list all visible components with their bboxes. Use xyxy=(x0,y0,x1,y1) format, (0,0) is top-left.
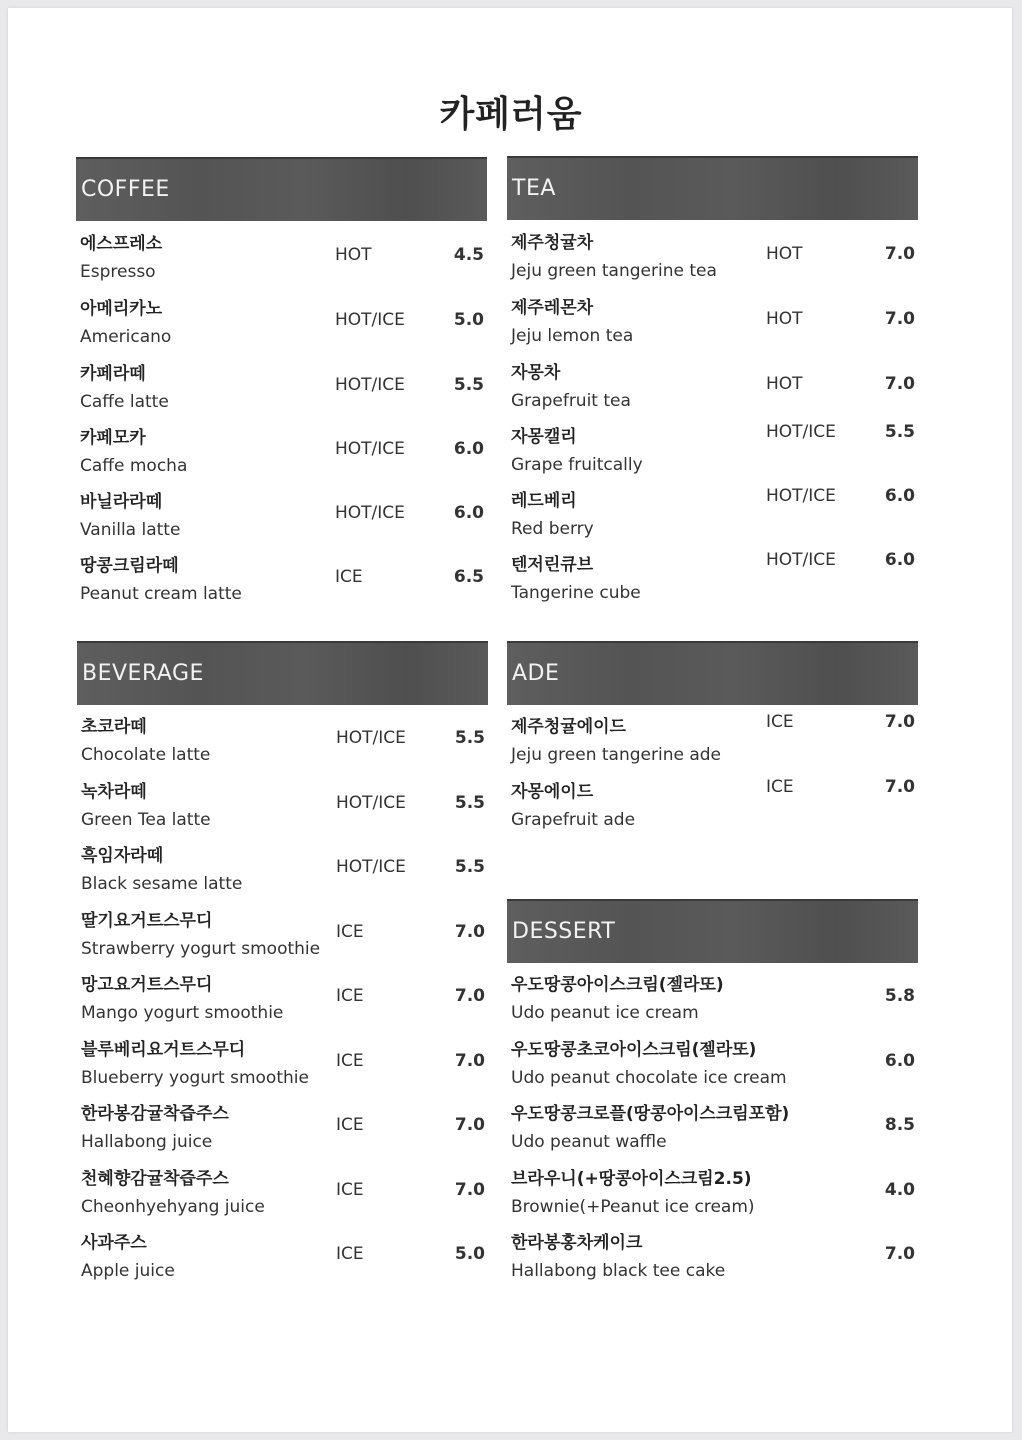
item-name-ko: 텐저린큐브 xyxy=(511,555,594,575)
item-name-en: Hallabong juice xyxy=(81,1132,213,1152)
item-name-ko: 아메리카노 xyxy=(80,299,163,319)
item-price: 7.0 xyxy=(454,922,485,942)
section-header xyxy=(507,156,918,220)
item-temp: HOT/ICE xyxy=(335,503,405,523)
menu-item xyxy=(77,777,489,841)
item-price: 4.0 xyxy=(884,1180,915,1200)
item-temp: ICE xyxy=(336,986,364,1006)
menu-item xyxy=(77,841,489,905)
section-header xyxy=(76,157,487,221)
cafe-title: 카페러움 xyxy=(439,94,583,135)
menu-item xyxy=(76,359,488,423)
menu-item xyxy=(77,970,489,1034)
item-temp: ICE xyxy=(336,1244,364,1264)
item-name-en: Jeju green tangerine tea xyxy=(511,261,717,281)
menu-item xyxy=(507,1228,919,1292)
item-name-en: Jeju green tangerine ade xyxy=(511,745,722,765)
item-name-ko: 망고요거트스무디 xyxy=(81,975,213,995)
item-price: 5.8 xyxy=(884,986,915,1006)
item-price: 7.0 xyxy=(454,1180,485,1200)
item-name-ko: 천혜향감귤착즙주스 xyxy=(81,1169,229,1189)
item-name-en: Caffe mocha xyxy=(80,456,188,476)
menu-item xyxy=(507,293,919,357)
menu-item xyxy=(507,422,919,486)
item-name-en: Caffe latte xyxy=(80,392,169,412)
item-name-en: Grapefruit tea xyxy=(511,391,631,411)
section-header xyxy=(507,641,918,705)
menu-item xyxy=(507,550,919,614)
item-price: 5.0 xyxy=(453,310,484,330)
item-name-en: Black sesame latte xyxy=(81,874,243,894)
menu-item xyxy=(507,1164,919,1228)
menu-item xyxy=(76,487,488,551)
item-name-ko: 녹차라떼 xyxy=(81,782,147,802)
section-title: ADE xyxy=(512,661,560,686)
menu-item xyxy=(76,294,488,358)
section-title: DESSERT xyxy=(512,919,616,944)
menu-item xyxy=(77,1164,489,1228)
item-name-en: Grape fruitcally xyxy=(511,455,643,475)
item-name-ko: 카페라떼 xyxy=(80,364,146,384)
item-temp: HOT xyxy=(766,374,803,394)
item-name-ko: 우도땅콩아이스크림(젤라또) xyxy=(511,975,724,995)
item-price: 7.0 xyxy=(454,986,485,1006)
section-title: BEVERAGE xyxy=(82,661,204,686)
item-name-en: Vanilla latte xyxy=(80,520,181,540)
item-price: 6.0 xyxy=(884,486,915,506)
item-price: 7.0 xyxy=(884,777,915,797)
item-name-en: Udo peanut chocolate ice cream xyxy=(511,1068,787,1088)
item-temp: ICE xyxy=(336,1180,364,1200)
item-price: 5.5 xyxy=(454,793,485,813)
item-temp: HOT/ICE xyxy=(336,728,406,748)
item-temp: ICE xyxy=(766,712,794,732)
item-name-ko: 제주레몬차 xyxy=(511,298,594,318)
item-name-ko: 블루베리요거트스무디 xyxy=(81,1040,246,1060)
menu-item xyxy=(76,229,488,293)
item-temp: HOT xyxy=(335,245,372,265)
item-name-en: Espresso xyxy=(80,262,156,282)
item-price: 6.0 xyxy=(884,550,915,570)
item-price: 5.5 xyxy=(453,375,484,395)
item-name-ko: 딸기요거트스무디 xyxy=(81,911,213,931)
item-temp: ICE xyxy=(766,777,794,797)
item-name-ko: 제주청귤에이드 xyxy=(511,717,626,737)
section-title: TEA xyxy=(512,176,556,201)
item-price: 6.0 xyxy=(453,439,484,459)
item-temp: HOT/ICE xyxy=(766,486,836,506)
item-temp: HOT/ICE xyxy=(335,375,405,395)
item-name-en: Jeju lemon tea xyxy=(511,326,634,346)
menu-item xyxy=(507,228,919,292)
item-temp: HOT/ICE xyxy=(766,550,836,570)
item-price: 7.0 xyxy=(454,1051,485,1071)
menu-item xyxy=(507,358,919,422)
item-price: 7.0 xyxy=(884,244,915,264)
section-title: COFFEE xyxy=(81,177,170,202)
item-temp: HOT xyxy=(766,244,803,264)
menu-item xyxy=(77,712,489,776)
item-name-en: Chocolate latte xyxy=(81,745,211,765)
item-name-ko: 사과주스 xyxy=(81,1233,147,1253)
item-name-ko: 흑임자라떼 xyxy=(81,846,164,866)
menu-item xyxy=(77,906,489,970)
menu-item xyxy=(507,970,919,1034)
item-temp: ICE xyxy=(335,567,363,587)
item-price: 6.5 xyxy=(453,567,484,587)
item-temp: ICE xyxy=(336,1115,364,1135)
item-price: 7.0 xyxy=(884,1244,915,1264)
item-price: 8.5 xyxy=(884,1115,915,1135)
item-price: 4.5 xyxy=(453,245,484,265)
item-name-ko: 자몽캘리 xyxy=(511,427,577,447)
item-temp: HOT/ICE xyxy=(335,439,405,459)
item-temp: HOT/ICE xyxy=(336,793,406,813)
menu-item xyxy=(507,777,919,841)
item-temp: HOT/ICE xyxy=(336,857,406,877)
item-price: 5.5 xyxy=(454,857,485,877)
item-name-ko: 우도땅콩초코아이스크림(젤라또) xyxy=(511,1040,757,1060)
item-temp: HOT/ICE xyxy=(766,422,836,442)
item-name-ko: 브라우니(+땅콩아이스크림2.5) xyxy=(511,1169,752,1189)
item-name-en: Tangerine cube xyxy=(511,583,641,603)
item-price: 7.0 xyxy=(884,712,915,732)
item-name-ko: 에스프레소 xyxy=(80,234,163,254)
item-name-en: Red berry xyxy=(511,519,594,539)
item-temp: HOT/ICE xyxy=(335,310,405,330)
item-name-en: Hallabong black tee cake xyxy=(511,1261,726,1281)
item-temp: ICE xyxy=(336,922,364,942)
item-name-en: Blueberry yogurt smoothie xyxy=(81,1068,309,1088)
menu-item xyxy=(76,551,488,615)
menu-item xyxy=(77,1228,489,1292)
menu-item xyxy=(507,486,919,550)
item-name-en: Apple juice xyxy=(81,1261,175,1281)
item-name-ko: 땅콩크림라떼 xyxy=(80,556,179,576)
item-price: 5.5 xyxy=(884,422,915,442)
item-name-ko: 제주청귤차 xyxy=(511,233,594,253)
item-price: 6.0 xyxy=(884,1051,915,1071)
menu-item xyxy=(76,423,488,487)
menu-item xyxy=(507,1035,919,1099)
item-price: 6.0 xyxy=(453,503,484,523)
item-name-ko: 바닐라라떼 xyxy=(80,492,163,512)
item-name-en: Brownie(+Peanut ice cream) xyxy=(511,1197,755,1217)
item-price: 5.0 xyxy=(454,1244,485,1264)
menu-item xyxy=(77,1035,489,1099)
item-price: 5.5 xyxy=(454,728,485,748)
item-name-ko: 한라봉홍차케이크 xyxy=(511,1233,643,1253)
menu-item xyxy=(77,1099,489,1163)
menu-item xyxy=(507,1099,919,1163)
item-price: 7.0 xyxy=(884,374,915,394)
item-name-ko: 초코라떼 xyxy=(81,717,147,737)
item-name-en: Mango yogurt smoothie xyxy=(81,1003,284,1023)
item-name-en: Udo peanut waffle xyxy=(511,1132,667,1152)
menu-item xyxy=(507,712,919,776)
item-price: 7.0 xyxy=(454,1115,485,1135)
item-name-en: Strawberry yogurt smoothie xyxy=(81,939,321,959)
item-temp: ICE xyxy=(336,1051,364,1071)
section-header xyxy=(507,899,918,963)
item-name-en: Peanut cream latte xyxy=(80,584,242,604)
item-name-en: Grapefruit ade xyxy=(511,810,636,830)
item-name-en: Udo peanut ice cream xyxy=(511,1003,699,1023)
item-price: 7.0 xyxy=(884,309,915,329)
section-header xyxy=(77,641,488,705)
item-name-ko: 카페모카 xyxy=(80,428,146,448)
item-name-en: Green Tea latte xyxy=(81,810,211,830)
item-name-ko: 우도땅콩크로플(땅콩아이스크림포함) xyxy=(511,1104,790,1124)
item-name-ko: 자몽차 xyxy=(511,363,561,383)
item-name-ko: 한라봉감귤착즙주스 xyxy=(81,1104,229,1124)
item-name-en: Americano xyxy=(80,327,172,347)
item-name-ko: 자몽에이드 xyxy=(511,782,594,802)
item-name-en: Cheonhyehyang juice xyxy=(81,1197,265,1217)
item-temp: HOT xyxy=(766,309,803,329)
item-name-ko: 레드베리 xyxy=(511,491,577,511)
